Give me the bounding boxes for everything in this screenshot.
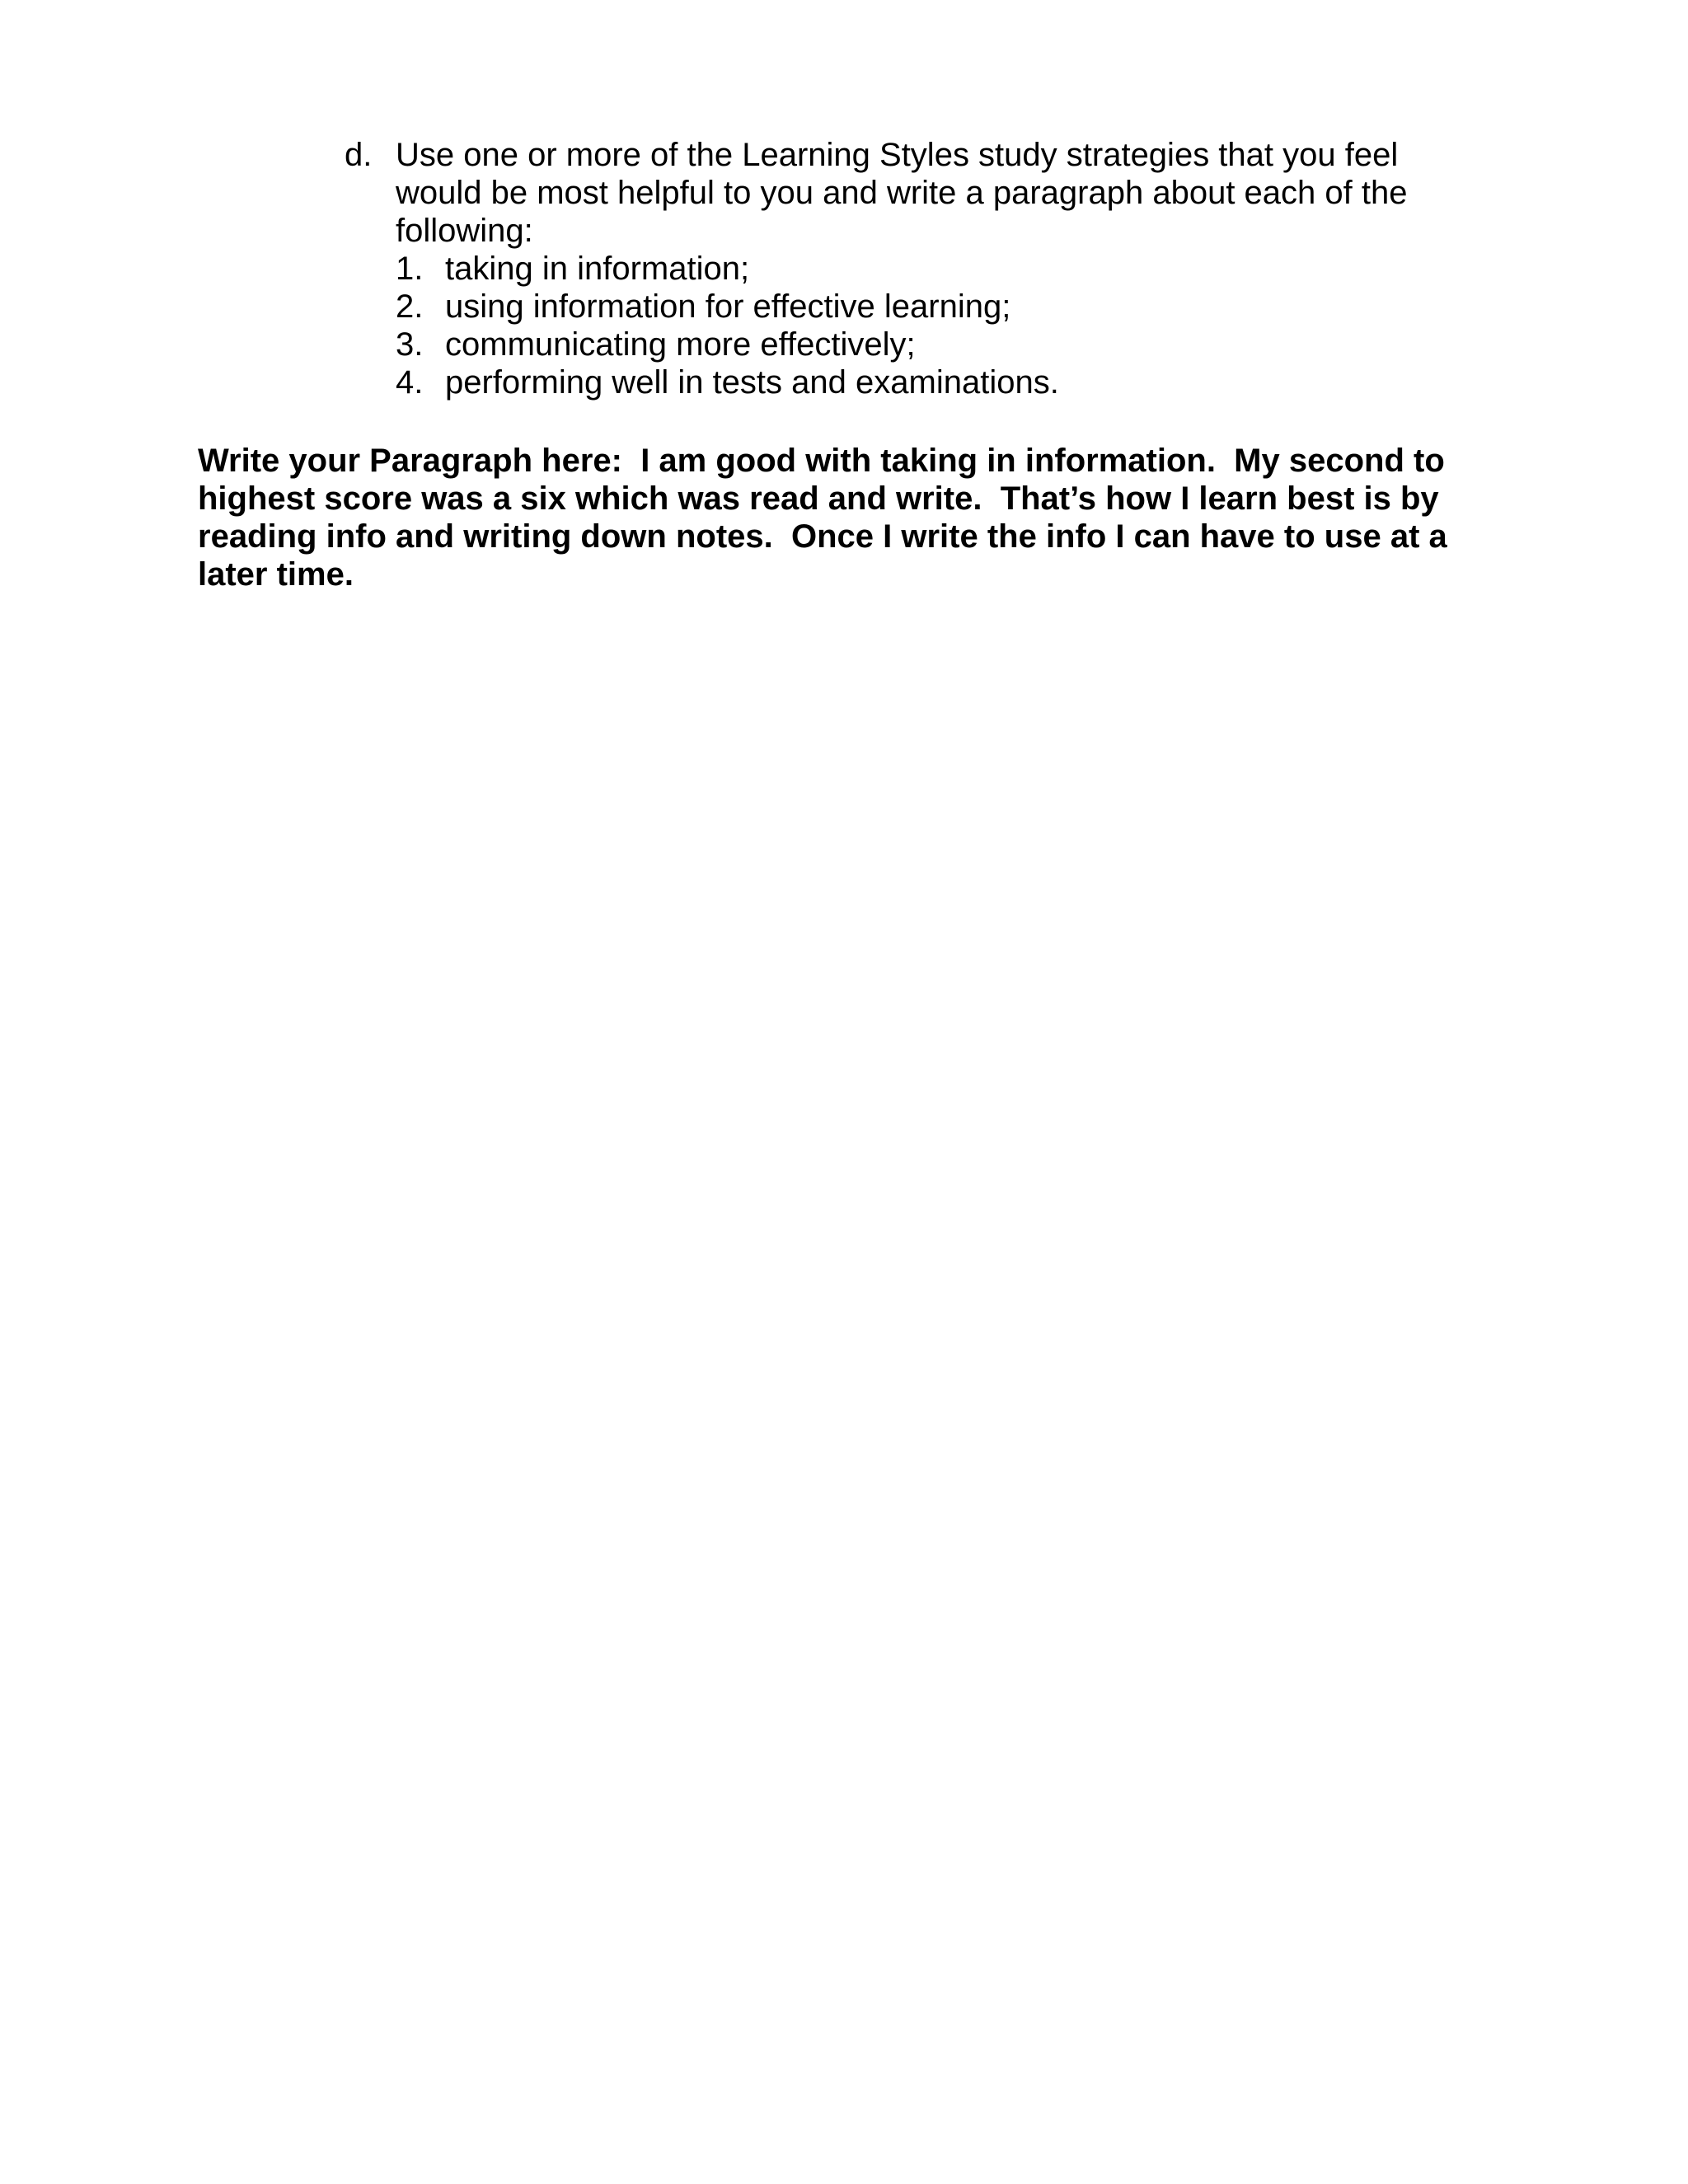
answer-line-1: Write your Paragraph here: I am good with taking in information. My second to [198, 443, 1445, 479]
instruction-line-2: would be most helpful to you and write a paragraph about each of the [396, 175, 1408, 211]
sublist-text-1: taking in information; [445, 251, 750, 287]
numbered-sublist [396, 250, 1467, 401]
answer-paragraph [198, 442, 1484, 593]
answer-line-4: later time. [198, 556, 354, 593]
instruction-line-1: Use one or more of the Learning Styles study strategies that you feel [396, 137, 1399, 173]
sublist-number-3: 3. [396, 326, 424, 363]
sublist-number-2: 2. [396, 288, 424, 325]
sublist-text-2: using information for effective learning; [445, 288, 1011, 325]
sublist-number-1: 1. [396, 251, 424, 287]
sublist-text-4: performing well in tests and examinations. [445, 364, 1059, 401]
list-item-d-body [396, 136, 1467, 401]
sublist-item-3 [396, 326, 1467, 363]
sublist-item-4 [396, 363, 1467, 401]
answer-line-2: highest score was a six which was read and write. That’s how I learn best is by [198, 480, 1439, 517]
instruction-text [396, 136, 1467, 250]
sublist-item-2 [396, 288, 1467, 326]
answer-line-3: reading info and writing down notes. Once I write the info I can have to use at a [198, 518, 1447, 555]
sublist-item-1 [396, 250, 1467, 288]
sublist-text-3: communicating more effectively; [445, 326, 916, 363]
instruction-line-3: following: [396, 213, 533, 249]
sublist-number-4: 4. [396, 364, 424, 401]
list-marker-d: d. [345, 137, 373, 173]
